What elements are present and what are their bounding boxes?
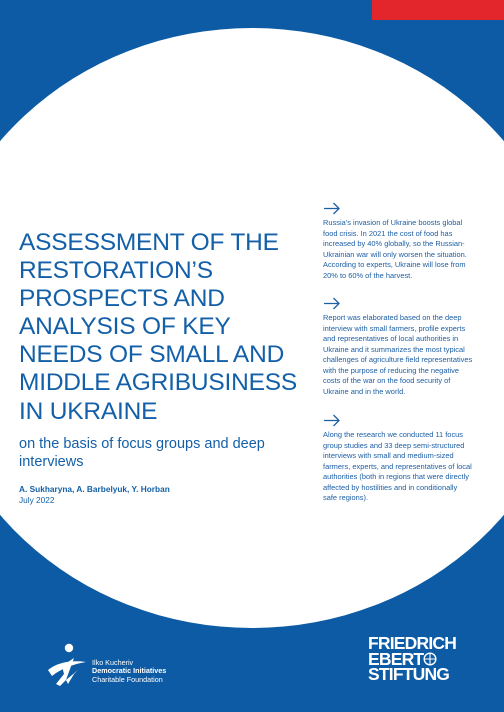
title-line: ASSESSMENT OF THE bbox=[19, 229, 279, 256]
fes-line: EBERT bbox=[368, 648, 424, 669]
text-line: According to experts, Ukraine will lose from bbox=[323, 260, 466, 269]
foundation-emblem-icon bbox=[44, 640, 92, 690]
text-line: Report was elaborated based on the deep bbox=[323, 313, 462, 322]
summary-text bbox=[323, 313, 491, 397]
text-line: farmers, experts, and representatives of local bbox=[323, 461, 472, 471]
text-line: and representatives of local authorities in bbox=[323, 334, 459, 343]
fes-line: STIFTUNG bbox=[368, 664, 450, 684]
text-line: challenges of agriculture field representatives bbox=[323, 355, 473, 364]
text-line: Russia’s invasion of Ukraine boosts global bbox=[323, 218, 463, 227]
fes-line: FRIEDRICH bbox=[368, 633, 457, 653]
text-line: authorities (both in regions that were directly bbox=[323, 472, 469, 481]
authors: A. Sukharyna, A. Barbelyuk, Y. Horban bbox=[19, 484, 170, 494]
arrow-right-icon bbox=[323, 297, 341, 310]
foundation-line: Ilko Kucheriv bbox=[92, 658, 134, 667]
red-corner-tab bbox=[372, 0, 504, 20]
foundation-name bbox=[92, 659, 166, 684]
summary-block-2 bbox=[323, 297, 491, 397]
text-line: with the purpose of reducing the negative bbox=[323, 365, 460, 375]
summary-block-1 bbox=[323, 202, 491, 281]
text-line: Ukrainian war will only worsen the situation. bbox=[323, 249, 467, 259]
fes-line-wrap bbox=[368, 648, 456, 669]
title-line: NEEDS OF SMALL AND bbox=[19, 341, 285, 369]
arrow-right-icon bbox=[323, 202, 341, 215]
text-line: 20% to 60% of the harvest. bbox=[323, 270, 413, 280]
text-line: safe regions). bbox=[323, 493, 369, 502]
summary-block-3 bbox=[323, 414, 491, 504]
text-line: Ukraine and it summarizes the most typical bbox=[323, 344, 465, 354]
subtitle-line: interviews bbox=[19, 453, 84, 470]
title-line: ANALYSIS OF KEY bbox=[19, 313, 231, 341]
foundation-line: Charitable Foundation bbox=[92, 674, 163, 684]
globe-icon bbox=[423, 652, 437, 666]
report-subtitle bbox=[19, 436, 304, 471]
subtitle-line: on the basis of focus groups and deep bbox=[19, 436, 265, 452]
text-line: food crisis. In 2021 the cost of food has bbox=[323, 228, 453, 238]
text-line: increased by 40% globally, so the Russian- bbox=[323, 239, 465, 248]
text-line: interviews with small and medium-sized bbox=[323, 451, 454, 460]
text-line: Ukraine and in the world. bbox=[323, 386, 406, 396]
summary-text bbox=[323, 430, 491, 504]
text-line: group studies and 33 deep semi-structured bbox=[323, 440, 465, 450]
text-line: costs of the war on the food security of bbox=[323, 376, 451, 385]
democratic-initiatives-logo bbox=[44, 640, 194, 690]
text-line: affected by hostilities and in conditionally bbox=[323, 482, 458, 492]
publication-date: July 2022 bbox=[19, 495, 55, 505]
foundation-line: Democratic Initiatives bbox=[92, 666, 167, 676]
title-line: PROSPECTS AND bbox=[19, 285, 225, 313]
summary-text bbox=[323, 218, 491, 281]
arrow-right-icon bbox=[323, 414, 341, 427]
title-line: RESTORATION’S bbox=[19, 257, 213, 285]
title-line: IN UKRAINE bbox=[19, 397, 158, 425]
title-line: MIDDLE AGRIBUSINESS bbox=[19, 369, 298, 397]
friedrich-ebert-stiftung-logo bbox=[368, 633, 457, 684]
text-line: Along the research we conducted 11 focus bbox=[323, 430, 464, 439]
report-title bbox=[19, 229, 309, 426]
text-line: interview with small farmers, profile experts bbox=[323, 323, 466, 333]
